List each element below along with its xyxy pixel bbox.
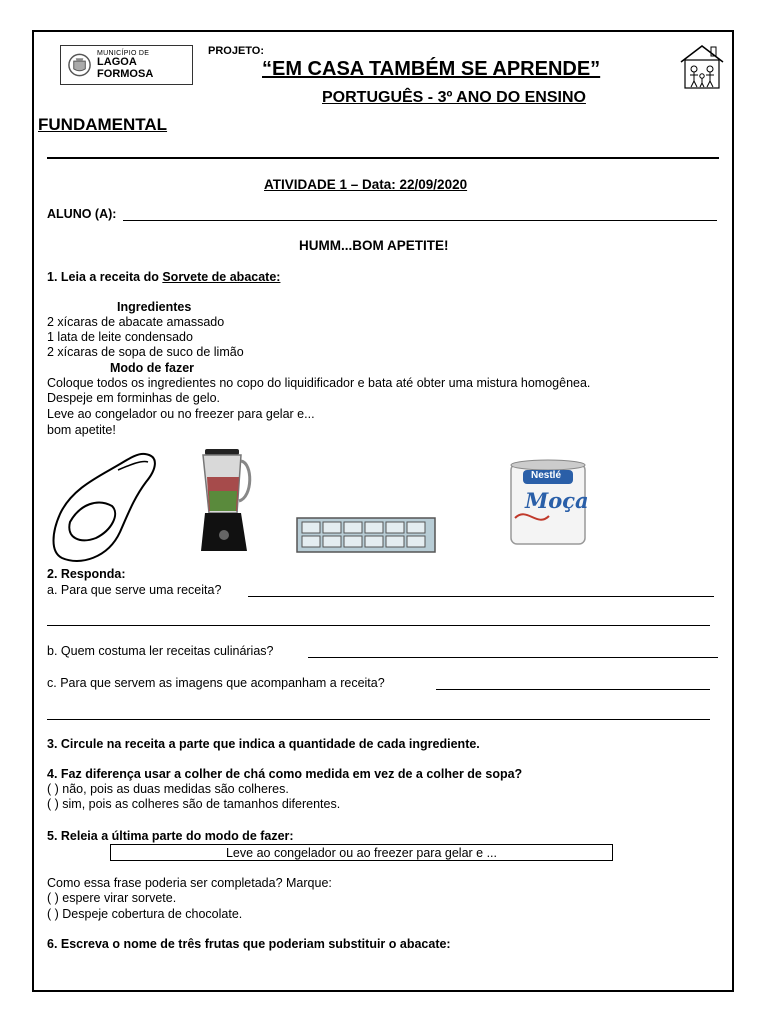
- project-label: PROJETO:: [208, 45, 265, 57]
- question-5-title: 5. Releia a última parte do modo de fazer:: [47, 829, 294, 843]
- method-title: Modo de fazer: [110, 361, 195, 375]
- header-divider: [47, 157, 719, 159]
- answer-2a-line-2[interactable]: [47, 625, 710, 626]
- municipality-logo: [60, 45, 193, 85]
- question-1: [47, 270, 280, 284]
- avocado-icon: [50, 448, 160, 570]
- question-2a: a. Para que serve uma receita?: [47, 583, 222, 597]
- subject-line-continued: FUNDAMENTAL: [38, 115, 168, 134]
- answer-2a-line[interactable]: [248, 596, 714, 597]
- blender-icon: [197, 447, 257, 553]
- logo-big-text: LAGOA FORMOSA: [97, 56, 154, 80]
- question-4-option[interactable]: ( ) sim, pois as colheres são de tamanhos diferentes.: [47, 797, 341, 811]
- question-5-option[interactable]: ( ) espere virar sorvete.: [47, 891, 177, 905]
- quote-box: Leve ao congelador ou ao freezer para gelar e ...: [110, 844, 613, 861]
- method-step: bom apetite!: [47, 423, 116, 437]
- municipal-seal-icon: [67, 52, 92, 78]
- answer-2c-line[interactable]: [436, 689, 710, 690]
- question-4-title: 4. Faz diferença usar a colher de chá como medida em vez de a colher de sopa?: [47, 767, 523, 781]
- condensed-milk-can-icon: [509, 458, 587, 548]
- question-4-option[interactable]: ( ) não, pois as duas medidas são colheres.: [47, 782, 289, 796]
- question-5-option[interactable]: ( ) Despeje cobertura de chocolate.: [47, 907, 243, 921]
- answer-2b-line[interactable]: [308, 657, 718, 658]
- question-5-prompt: Como essa frase poderia ser completada? Marque:: [47, 876, 332, 890]
- activity-date: ATIVIDADE 1 – Data: 22/09/2020: [264, 177, 468, 192]
- student-name-label: ALUNO (A):: [47, 207, 117, 221]
- question-6: 6. Escreva o nome de três frutas que poderiam substituir o abacate:: [47, 937, 451, 951]
- logo-small-text: MUNICÍPIO DE: [97, 49, 150, 57]
- ingredients-title: Ingredientes: [117, 300, 192, 314]
- ingredient-item: 1 lata de leite condensado: [47, 330, 193, 344]
- subject-line: PORTUGUÊS - 3º ANO DO ENSINO: [322, 89, 586, 106]
- ingredient-item: 2 xícaras de abacate amassado: [47, 315, 225, 329]
- answer-2c-line-2[interactable]: [47, 719, 710, 720]
- method-step: Despeje em forminhas de gelo.: [47, 391, 221, 405]
- recipe-headline: HUMM...BOM APETITE!: [299, 238, 449, 253]
- ingredient-item: 2 xícaras de sopa de suco de limão: [47, 345, 244, 359]
- student-name-field[interactable]: [123, 220, 717, 221]
- ice-tray-icon: [296, 517, 436, 553]
- page-title: “EM CASA TAMBÉM SE APRENDE”: [262, 58, 601, 80]
- can-brand: Nestlé: [531, 470, 562, 481]
- question-1-text: 1. Leia a receita do: [47, 270, 163, 284]
- family-house-icon: [677, 42, 727, 92]
- method-step: Coloque todos os ingredientes no copo do liquidificador e bata até obter uma mistura homogênea.: [47, 376, 591, 390]
- question-2b: b. Quem costuma ler receitas culinárias?: [47, 644, 274, 658]
- recipe-name: Sorvete de abacate:: [162, 270, 281, 284]
- method-step: Leve ao congelador ou no freezer para gelar e...: [47, 407, 315, 421]
- can-product-name: Moça: [525, 488, 589, 513]
- question-2c: c. Para que servem as imagens que acompanham a receita?: [47, 676, 385, 690]
- question-2-title: 2. Responda:: [47, 567, 126, 581]
- question-3: 3. Circule na receita a parte que indica a quantidade de cada ingrediente.: [47, 737, 480, 751]
